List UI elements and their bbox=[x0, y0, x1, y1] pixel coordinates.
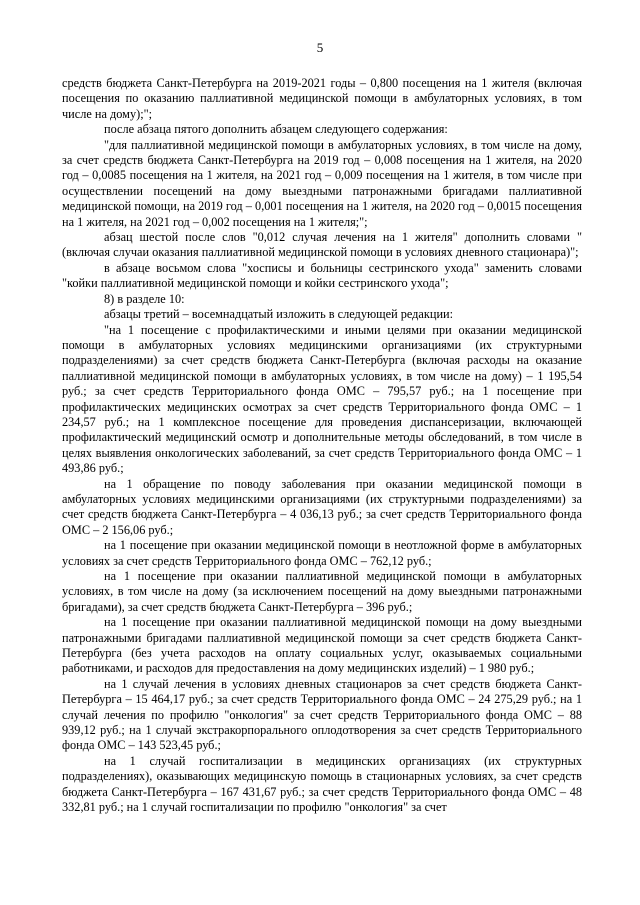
paragraph: абзацы третий – восемнадцатый изложить в следующей редакции: bbox=[104, 307, 454, 322]
paragraph: средств бюджета Санкт-Петербурга на 2019-2021 годы – 0,800 посещения на 1 жителя (включая посещения по оказанию паллиативной медицинской помощи в амбулаторных условиях, в том числе на дому);"; bbox=[62, 76, 582, 121]
document-body bbox=[62, 76, 582, 816]
paragraph: 8) в разделе 10: bbox=[104, 291, 185, 306]
paragraph: в абзаце восьмом слова "хосписы и больницы сестринского ухода" заменить словами "койки паллиативной медицинской помощи и койки сестринского ухода"; bbox=[62, 260, 582, 291]
paragraph: "на 1 посещение с профилактическими и иными целями при оказании медицинской помощи в амбулаторных условиях медицинскими организациями (их структурными подразделениями) за счет средств бюджета Санкт-Петербурга (включая расходы на оказание паллиативной медицинской помощи в амбулаторных условиях, в том числе на дому) – 1 195,54 руб.; за счет средств Территориального фонда ОМС – 795,57 руб.; на 1 посещение при профилактических медицинских осмотрах за счет средств Территориального фонда ОМС – 1 234,57 руб.; на 1 комплексное посещение для проведения диспансеризации, включающей профилактический медицинский осмотр и дополнительные методы обследований, в том числе в целях выявления онкологических заболеваний, за счет средств Территориального фонда ОМС – 1 493,86 руб.; bbox=[62, 322, 582, 476]
paragraph: на 1 случай лечения в условиях дневных стационаров за счет средств бюджета Санкт-Петербурга – 15 464,17 руб.; за счет средств Территориального фонда ОМС – 24 275,29 руб.; на 1 случай лечения по профилю "онкология" за счет средств Территориального фонда ОМС – 88 939,12 руб.; на 1 случай экстракорпорального оплодотворения за счет средств Территориального фонда ОМС – 143 523,45 руб.; bbox=[62, 676, 582, 753]
paragraph: на 1 посещение при оказании паллиативной медицинской помощи на дому выездными патронажными бригадами паллиативной медицинской помощи за счет средств бюджета Санкт-Петербурга (без учета расходов на оплату социальных услуг, оказываемых социальными работниками, и расходов для предоставления на дому медицинских изделий) – 1 980 руб.; bbox=[62, 615, 582, 676]
paragraph: после абзаца пятого дополнить абзацем следующего содержания: bbox=[104, 122, 448, 137]
paragraph: на 1 обращение по поводу заболевания при оказании медицинской помощи в амбулаторных условиях медицинскими организациями (их структурными подразделениями) за счет средств бюджета Санкт-Петербурга – 4 036,13 руб.; за счет средств Территориального фонда ОМС – 2 156,06 руб.; bbox=[62, 476, 582, 537]
paragraph: абзац шестой после слов "0,012 случая лечения на 1 жителя" дополнить словами "(включая случаи оказания паллиативной медицинской помощи в условиях дневного стационара)"; bbox=[62, 230, 582, 260]
paragraph: на 1 случай госпитализации в медицинских организациях (их структурных подразделениях), оказывающих медицинскую помощь в стационарных условиях, за счет средств бюджета Санкт-Петербурга – 167 431,67 руб.; за счет средств Территориального фонда ОМС – 48 332,81 руб.; на 1 случай госпитализации по профилю "онкология" за счет bbox=[62, 753, 582, 815]
paragraph: на 1 посещение при оказании медицинской помощи в неотложной форме в амбулаторных условиях за счет средств Территориального фонда ОМС – 762,12 руб.; bbox=[62, 538, 582, 568]
paragraph: "для паллиативной медицинской помощи в амбулаторных условиях, в том числе на дому, за счет средств бюджета Санкт-Петербурга на 2019 год – 0,008 посещения на 1 жителя, на 2020 год – 0,0085 посещения на 1 жителя, на 2021 год – 0,009 посещения на 1 жителя, в том числе при осуществлении посещений на дому выездными патронажными бригадами паллиативной медицинской помощи, на 2019 год – 0,001 посещения на 1 жителя, на 2020 год – 0,0015 посещения на 1 жителя, на 2021 год – 0,002 посещения на 1 жителя;"; bbox=[62, 137, 582, 229]
paragraph: на 1 посещение при оказании паллиативной медицинской помощи в амбулаторных условиях, в том числе на дому (за исключением посещений на дому выездными патронажными бригадами), за счет средств бюджета Санкт-Петербурга – 396 руб.; bbox=[62, 569, 582, 614]
page-number: 5 bbox=[316, 40, 324, 55]
